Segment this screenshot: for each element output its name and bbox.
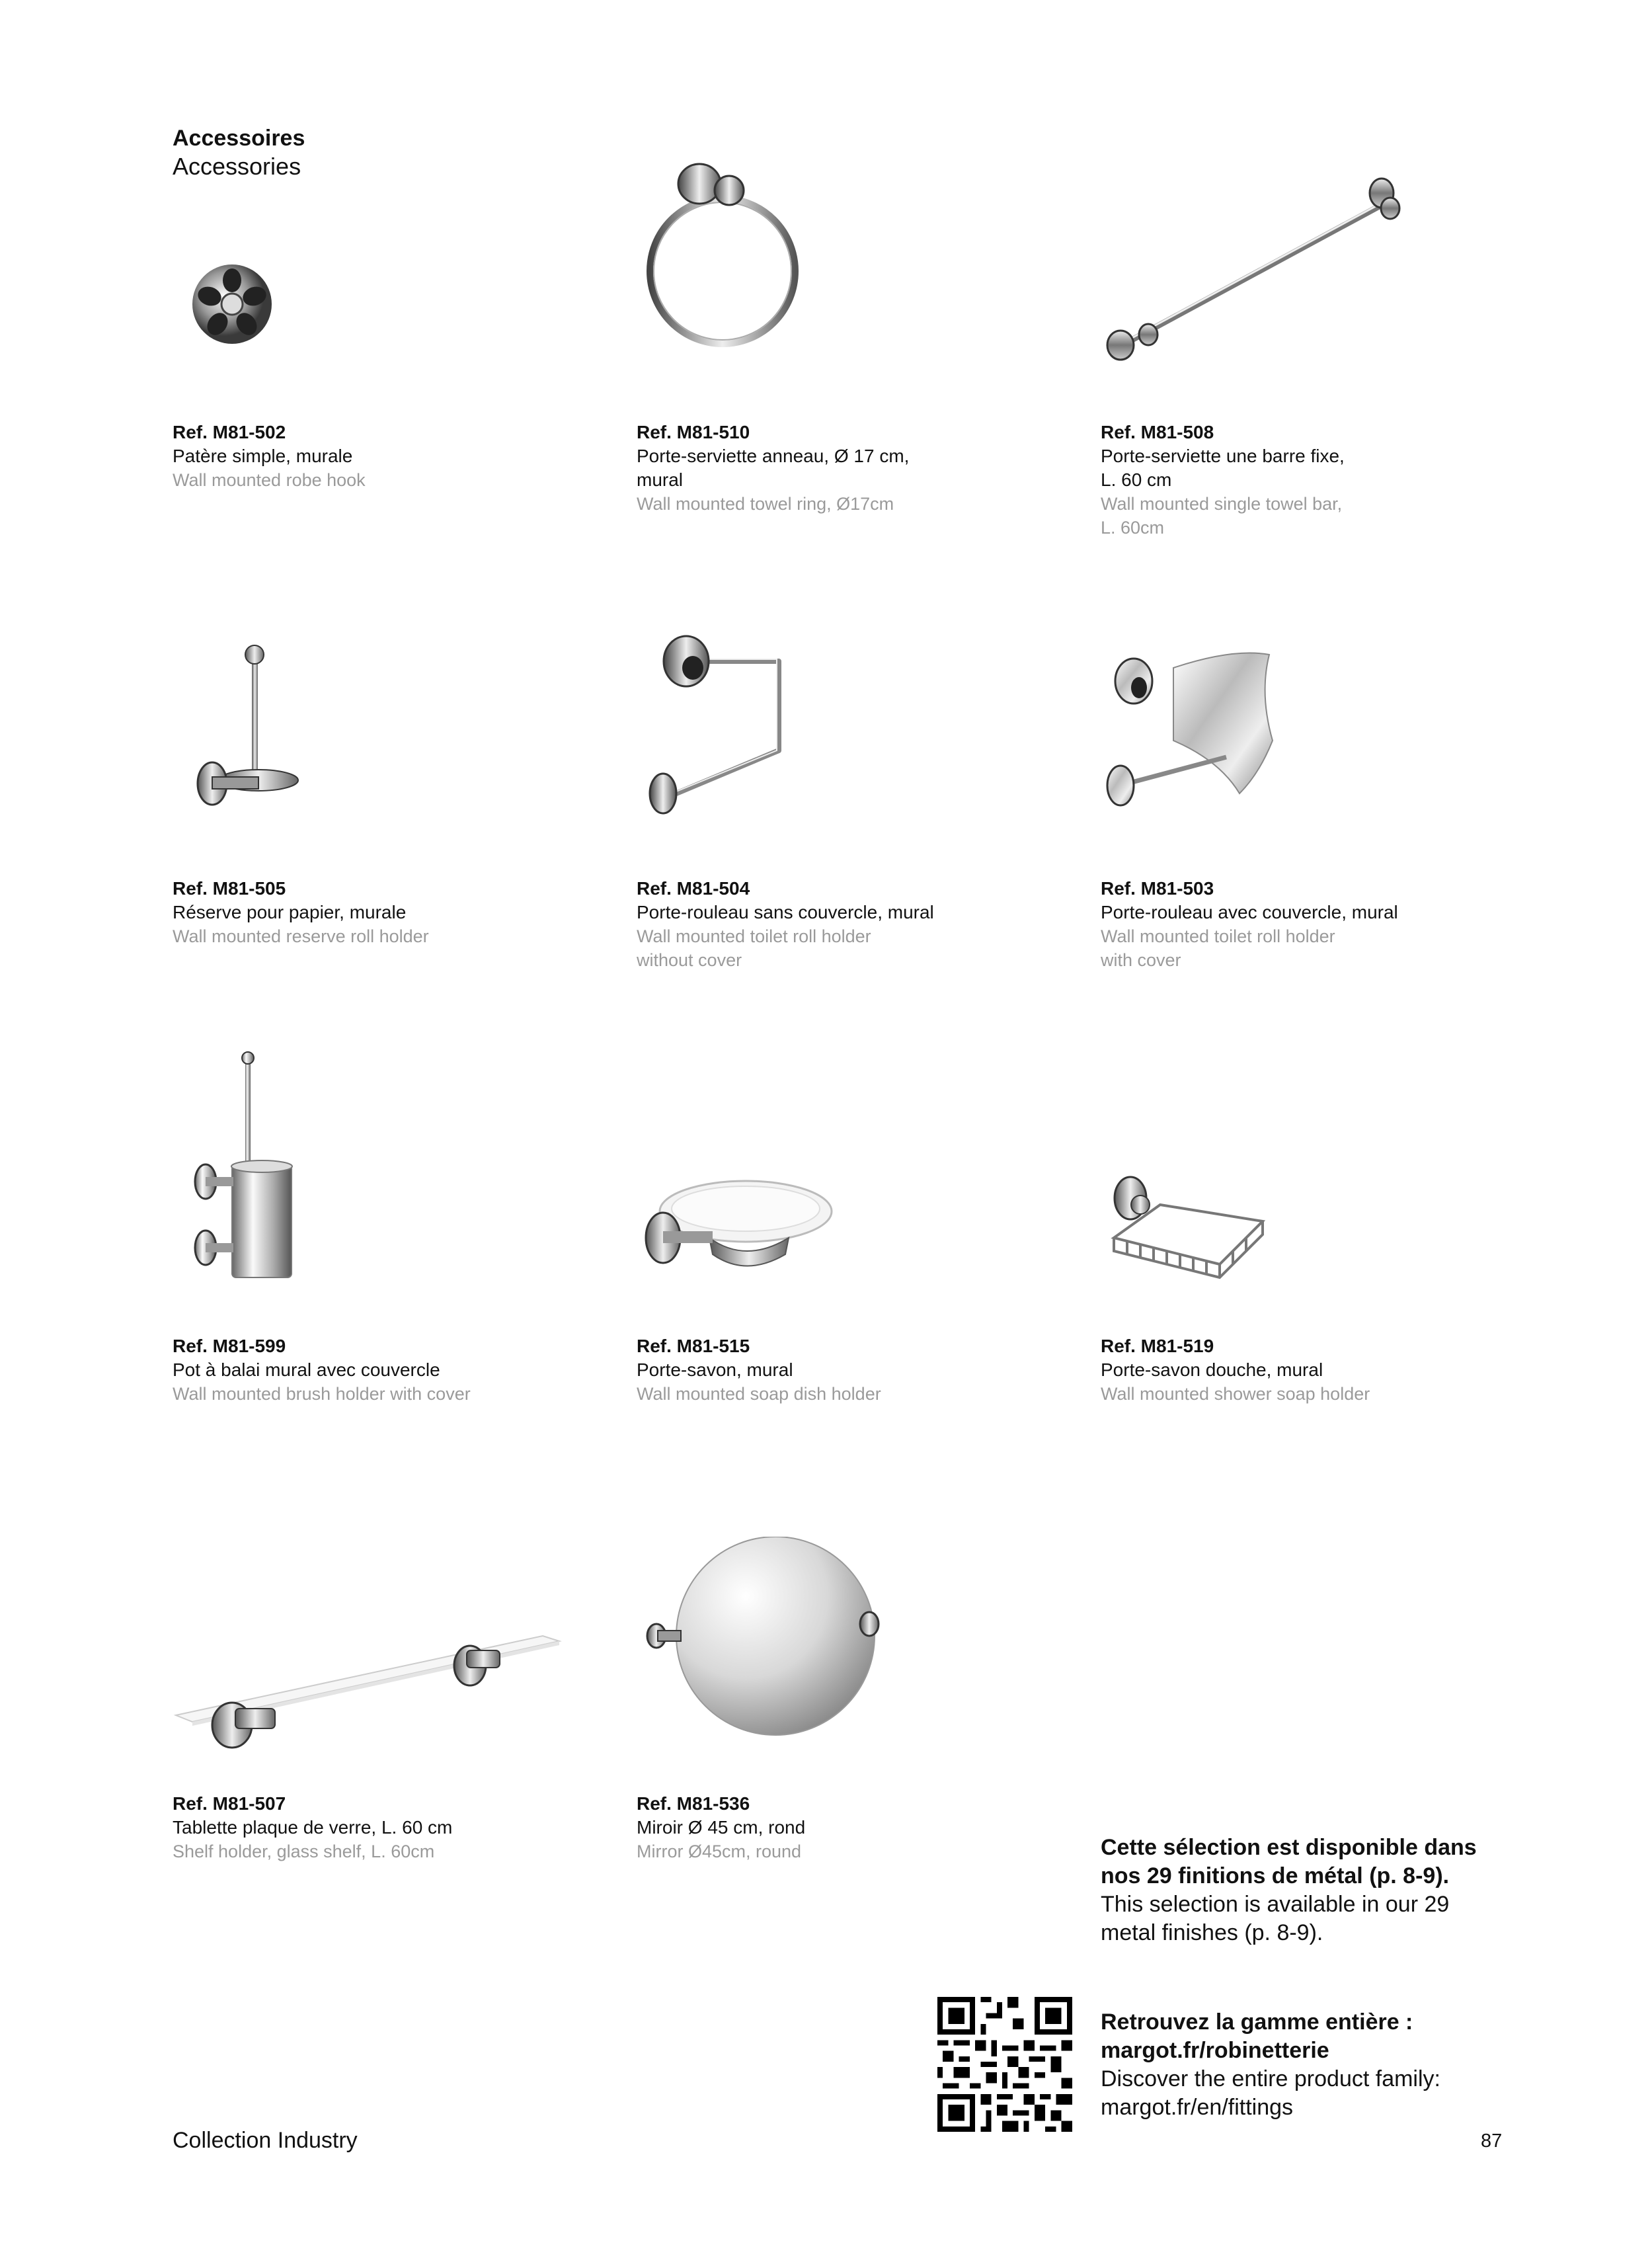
brush-holder-icon (186, 1046, 331, 1311)
soap-dish-icon (637, 1165, 835, 1311)
towel-bar-icon (1101, 159, 1411, 410)
website-link-en[interactable]: margot.fr/en/fittings (1101, 2095, 1294, 2120)
product-desc-fr: Porte-serviette anneau, Ø 17 cm, mural (637, 446, 910, 490)
robe-hook-icon (173, 251, 305, 410)
range-note: Retrouvez la gamme entière : margot.fr/robinetterie Discover the entire product family: margot.fr/en/fittings (1101, 2008, 1524, 2122)
product-desc-en: Mirror Ø45cm, round (637, 1842, 802, 1861)
product-ref: Ref. M81-508 (1101, 422, 1214, 442)
product-desc-en: Wall mounted towel ring, Ø17cm (637, 494, 894, 514)
toilet-roll-holder-icon (637, 628, 808, 853)
product-desc-fr: Miroir Ø 45 cm, rond (637, 1817, 806, 1838)
heading-en: Accessories (173, 153, 301, 180)
product-desc-en: Wall mounted single towel bar, L. 60cm (1101, 494, 1343, 538)
product-card (173, 1033, 596, 1463)
page-number: 87 (1481, 2130, 1503, 2152)
product-desc-fr: Porte-savon douche, mural (1101, 1359, 1323, 1380)
product-card (173, 1490, 596, 1920)
product-card (637, 1033, 1060, 1463)
product-ref: Ref. M81-510 (637, 422, 750, 442)
product-desc-fr: Porte-rouleau avec couvercle, mural (1101, 902, 1398, 922)
shower-soap-basket-icon (1101, 1165, 1273, 1297)
round-mirror-icon (637, 1537, 888, 1762)
product-ref: Ref. M81-536 (637, 1793, 750, 1814)
product-desc-en: Wall mounted reserve roll holder (173, 926, 429, 946)
glass-shelf-icon (173, 1616, 569, 1788)
product-ref: Ref. M81-504 (637, 878, 750, 899)
product-desc-fr: Tablette plaque de verre, L. 60 cm (173, 1817, 453, 1838)
website-link-fr[interactable]: margot.fr/robinetterie (1101, 2038, 1329, 2063)
product-desc-en: Wall mounted shower soap holder (1101, 1384, 1370, 1404)
product-ref: Ref. M81-505 (173, 878, 286, 899)
product-ref: Ref. M81-599 (173, 1336, 286, 1356)
product-desc-en: Shelf holder, glass shelf, L. 60cm (173, 1842, 435, 1861)
qr-code-icon[interactable] (937, 1997, 1072, 2132)
product-desc-en: Wall mounted toilet roll holder with cover (1101, 926, 1335, 970)
product-ref: Ref. M81-507 (173, 1793, 286, 1814)
product-ref: Ref. M81-519 (1101, 1336, 1214, 1356)
product-desc-fr: Porte-savon, mural (637, 1359, 793, 1380)
product-desc-fr: Pot à balai mural avec couvercle (173, 1359, 440, 1380)
product-desc-en: Wall mounted robe hook (173, 470, 366, 490)
towel-ring-icon (637, 159, 808, 410)
collection-name: Collection Industry (173, 2128, 358, 2153)
product-desc-fr: Porte-rouleau sans couvercle, mural (637, 902, 934, 922)
product-desc-fr: Patère simple, murale (173, 446, 353, 466)
product-ref: Ref. M81-515 (637, 1336, 750, 1356)
toilet-roll-holder-cover-icon (1101, 641, 1292, 866)
product-card (1101, 119, 1524, 549)
product-card (637, 119, 1060, 549)
product-card (1101, 575, 1524, 1005)
product-card (1101, 1033, 1524, 1463)
product-desc-en: Wall mounted toilet roll holder without cover (637, 926, 871, 970)
finishes-note: Cette sélection est disponible dans nos 29 finitions de métal (p. 8-9). This selection is available in our 29 metal finishes (p. 8-9). (1101, 1835, 1477, 1945)
product-card (637, 1490, 1060, 1920)
product-card (173, 119, 596, 549)
heading-fr: Accessoires (173, 126, 305, 151)
product-desc-en: Wall mounted brush holder with cover (173, 1384, 471, 1404)
product-ref: Ref. M81-502 (173, 422, 286, 442)
product-desc-fr: Réserve pour papier, murale (173, 902, 407, 922)
product-card (173, 575, 596, 1005)
product-card (637, 575, 1060, 1005)
reserve-roll-holder-icon (186, 641, 318, 840)
product-desc-fr: Porte-serviette une barre fixe, L. 60 cm (1101, 446, 1345, 490)
product-desc-en: Wall mounted soap dish holder (637, 1384, 881, 1404)
product-ref: Ref. M81-503 (1101, 878, 1214, 899)
